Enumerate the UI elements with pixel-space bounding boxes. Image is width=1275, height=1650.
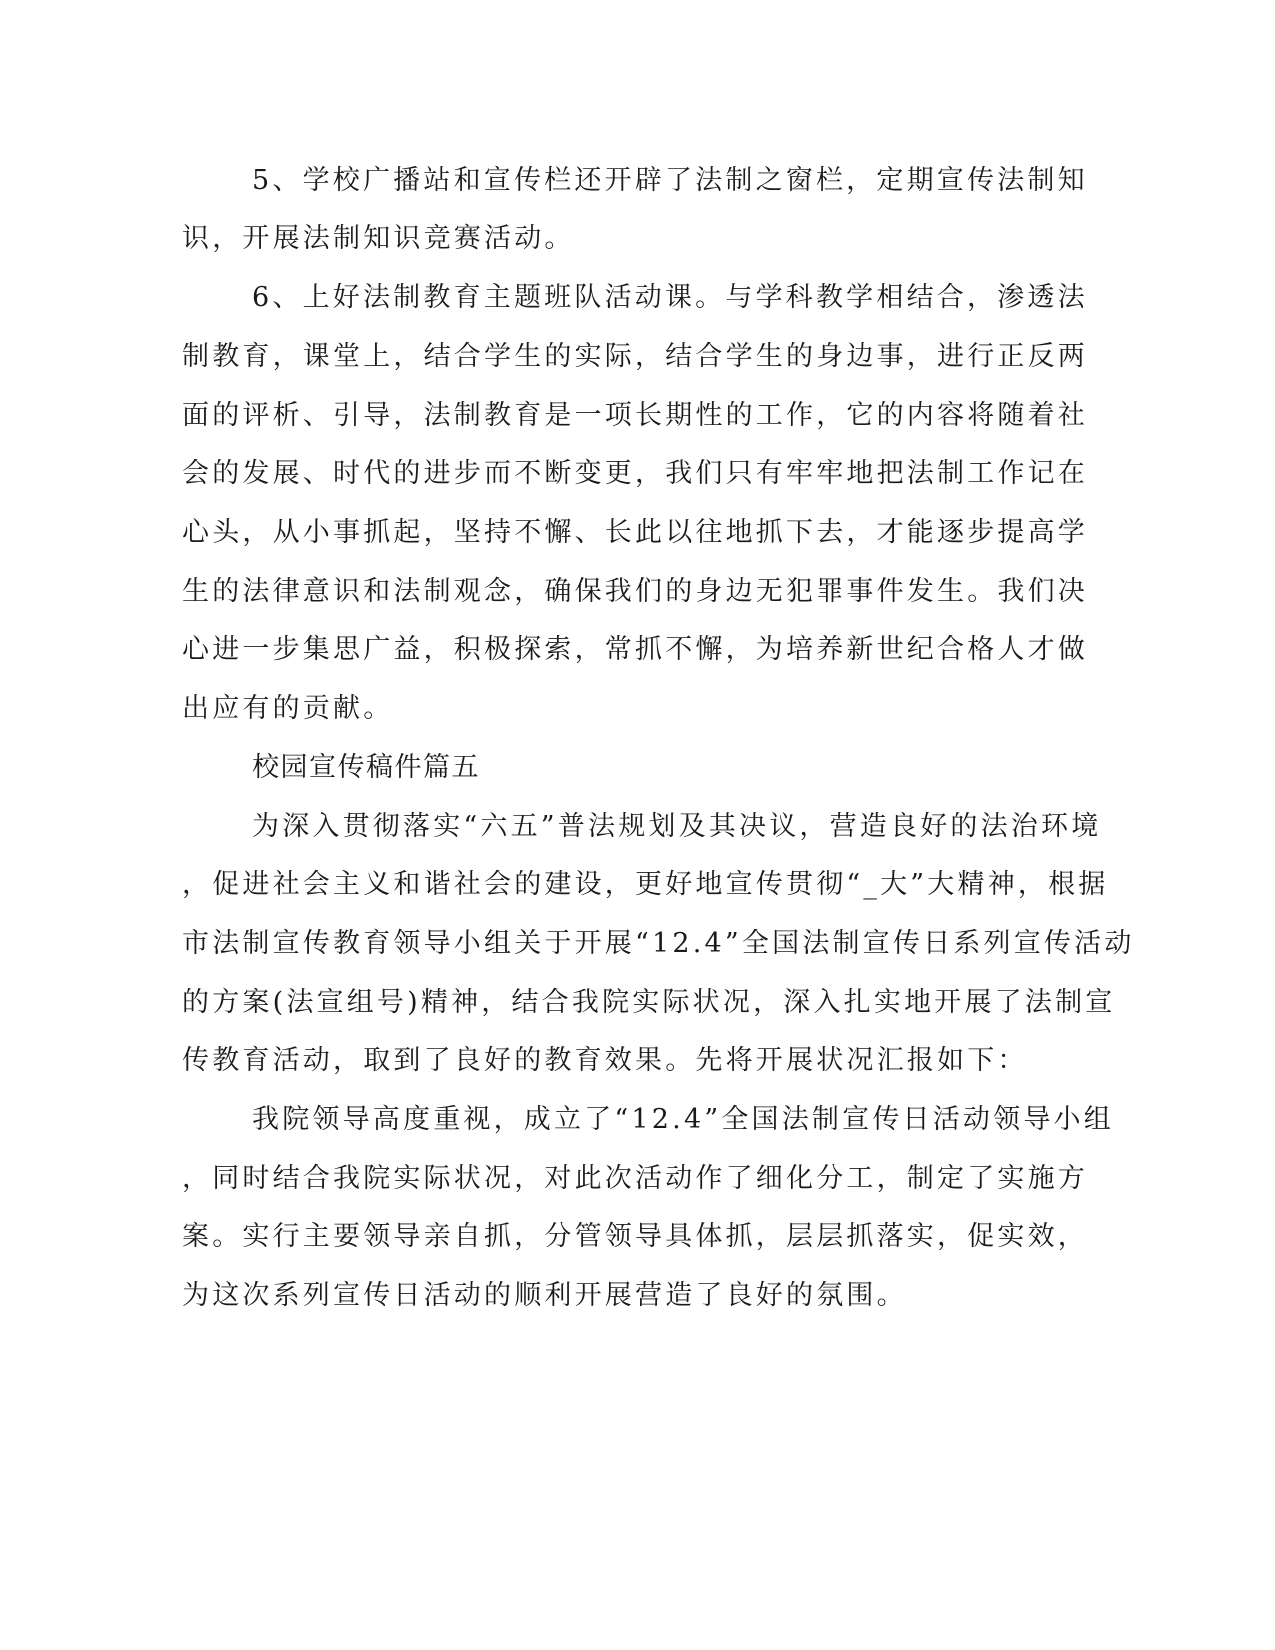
paragraph-6-line-2: 制教育，课堂上，结合学生的实际，结合学生的身边事，进行正反两: [182, 341, 1088, 372]
paragraph-6-line-7: 心进一步集思广益，积极探索，常抓不懈，为培养新世纪合格人才做: [182, 634, 1088, 665]
paragraph-5-line-2: 识，开展法制知识竞赛活动。: [182, 223, 575, 254]
paragraph-intro-line-4: 的方案(法宣组号)精神，结合我院实际状况，深入扎实地开展了法制宣: [182, 987, 1116, 1018]
paragraph-6-line-3: 面的评析、引导，法制教育是一项长期性的工作，它的内容将随着社: [182, 400, 1088, 431]
paragraph-leadership-line-1: 我院领导高度重视，成立了“12.4”全国法制宣传日活动领导小组: [252, 1104, 1114, 1135]
paragraph-5-line-1: 5、学校广播站和宣传栏还开辟了法制之窗栏，定期宣传法制知: [252, 165, 1088, 196]
paragraph-intro-line-3: 市法制宣传教育领导小组关于开展“12.4”全国法制宣传日系列宣传活动: [182, 928, 1135, 959]
paragraph-intro-line-5: 传教育活动，取到了良好的教育效果。先将开展状况汇报如下：: [182, 1045, 1028, 1076]
paragraph-intro-line-1: 为深入贯彻落实“六五”普法规划及其决议，营造良好的法治环境: [252, 811, 1102, 842]
paragraph-6-line-5: 心头，从小事抓起，坚持不懈、长此以往地抓下去，才能逐步提高学: [182, 517, 1088, 548]
paragraph-6-line-8: 出应有的贡献。: [182, 693, 394, 724]
paragraph-leadership-line-2: ，同时结合我院实际状况，对此次活动作了细化分工，制定了实施方: [182, 1163, 1088, 1194]
section-heading: 校园宣传稿件篇五: [252, 752, 480, 783]
paragraph-leadership-line-3: 案。实行主要领导亲自抓，分管领导具体抓，层层抓落实，促实效，: [182, 1221, 1088, 1252]
paragraph-6-line-1: 6、上好法制教育主题班队活动课。与学科教学相结合，渗透法: [252, 282, 1088, 313]
paragraph-leadership-line-4: 为这次系列宣传日活动的顺利开展营造了良好的氛围。: [182, 1280, 907, 1311]
paragraph-6-line-6: 生的法律意识和法制观念，确保我们的身边无犯罪事件发生。我们决: [182, 576, 1088, 607]
paragraph-intro-line-2: ，促进社会主义和谐社会的建设，更好地宣传贯彻“_大”大精神，根据: [182, 869, 1109, 900]
paragraph-6-line-4: 会的发展、时代的进步而不断变更，我们只有牢牢地把法制工作记在: [182, 458, 1088, 489]
